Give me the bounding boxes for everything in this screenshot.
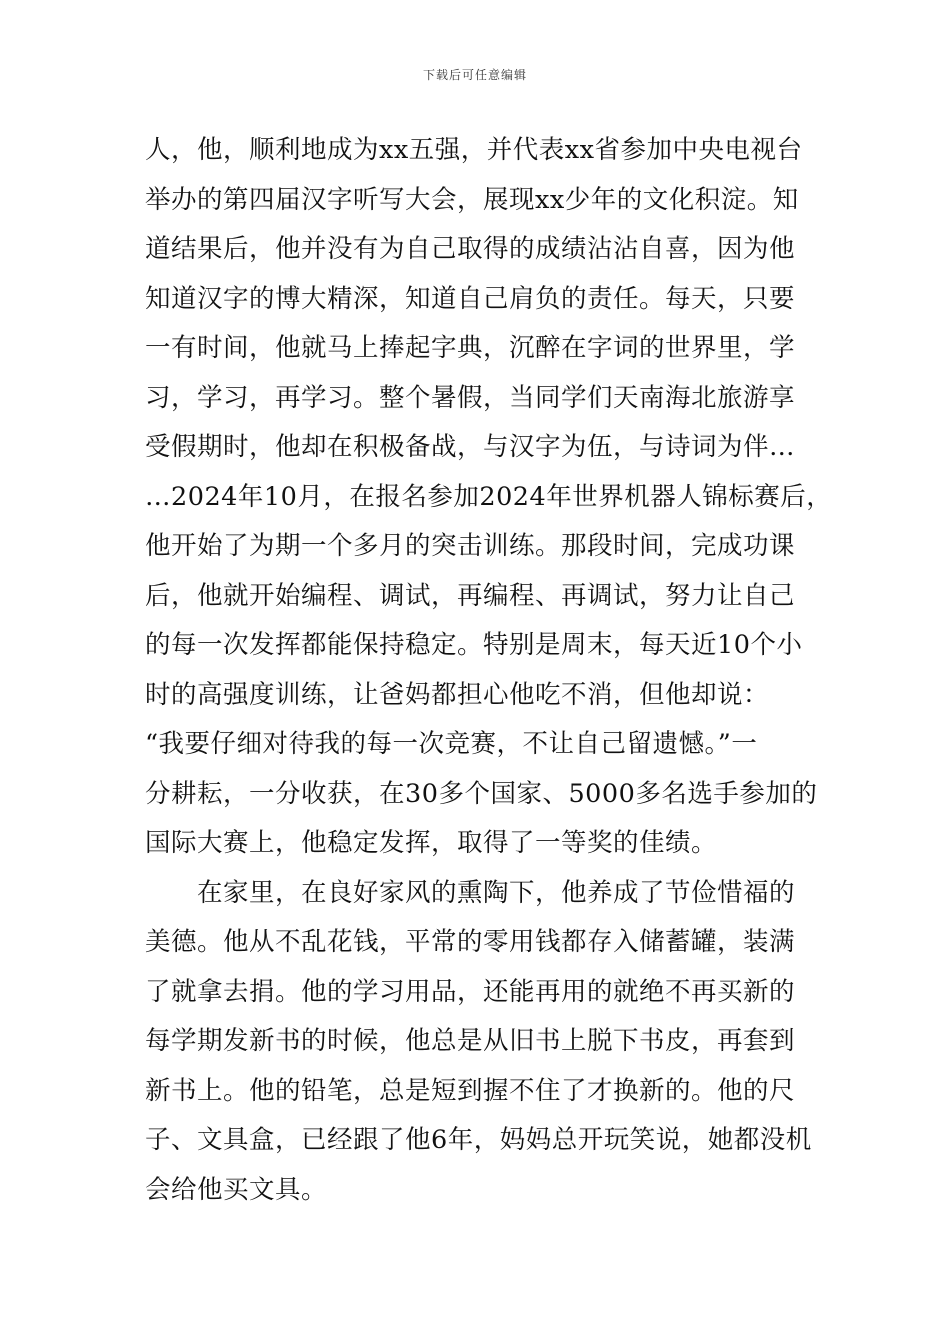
text-line: 一有时间，他就马上捧起字典，沉醉在字词的世界里，学	[145, 333, 796, 363]
text-line: 了就拿去捐。他的学习用品，还能再用的就绝不再买新的	[145, 976, 796, 1007]
text-line: 习，学习，再学习。整个暑假，当同学们天南海北旅游享	[145, 382, 796, 413]
text-line: 他开始了为期一个多月的突击训练。那段时间，完成功课	[145, 531, 796, 561]
text-line: 分耕耘，一分收获，在30多个国家、5000多名选手参加的	[145, 778, 818, 809]
text-line: 后，他就开始编程、调试，再编程、再调试，努力让自己	[145, 580, 796, 611]
text-line: 会给他买文具。	[145, 1174, 328, 1205]
text-line: 人，他，顺利地成为xx五强，并代表xx省参加中央电视台	[145, 135, 803, 165]
text-line: “我要仔细对待我的每一次竞赛，不让自己留遗憾。”一	[145, 729, 758, 759]
text-line: 美德。他从不乱花钱，平常的零用钱都存入储蓄罐，装满	[145, 927, 796, 957]
text-line: 时的高强度训练，让爸妈都担心他吃不消，但他却说：	[145, 679, 770, 710]
text-line: 子、文具盒，已经跟了他6年，妈妈总开玩笑说，她都没机	[145, 1125, 812, 1155]
text-line: 每学期发新书的时候，他总是从旧书上脱下书皮，再套到	[145, 1026, 796, 1056]
text-line: 道结果后，他并没有为自己取得的成绩沾沾自喜，因为他	[145, 234, 796, 264]
paragraph-start-line: 在家里，在良好家风的熏陶下，他养成了节俭惜福的	[145, 877, 796, 908]
text-line: 国际大赛上，他稳定发挥，取得了一等奖的佳绩。	[145, 828, 718, 858]
text-line: …2024年10月，在报名参加2024年世界机器人锦标赛后，	[145, 481, 833, 512]
text-line: 的每一次发挥都能保持稳定。特别是周末，每天近10个小	[145, 630, 803, 660]
text-line: 新书上。他的铅笔，总是短到握不住了才换新的。他的尺	[145, 1075, 796, 1106]
page-header-note: 下载后可任意编辑	[422, 68, 527, 82]
document-body	[145, 126, 835, 1215]
text-line: 受假期时，他却在积极备战，与汉字为伍，与诗词为伴…	[145, 432, 796, 462]
text-line: 知道汉字的博大精深，知道自己肩负的责任。每天，只要	[145, 283, 796, 314]
text-line: 举办的第四届汉字听写大会，展现xx少年的文化积淀。知	[145, 184, 799, 215]
